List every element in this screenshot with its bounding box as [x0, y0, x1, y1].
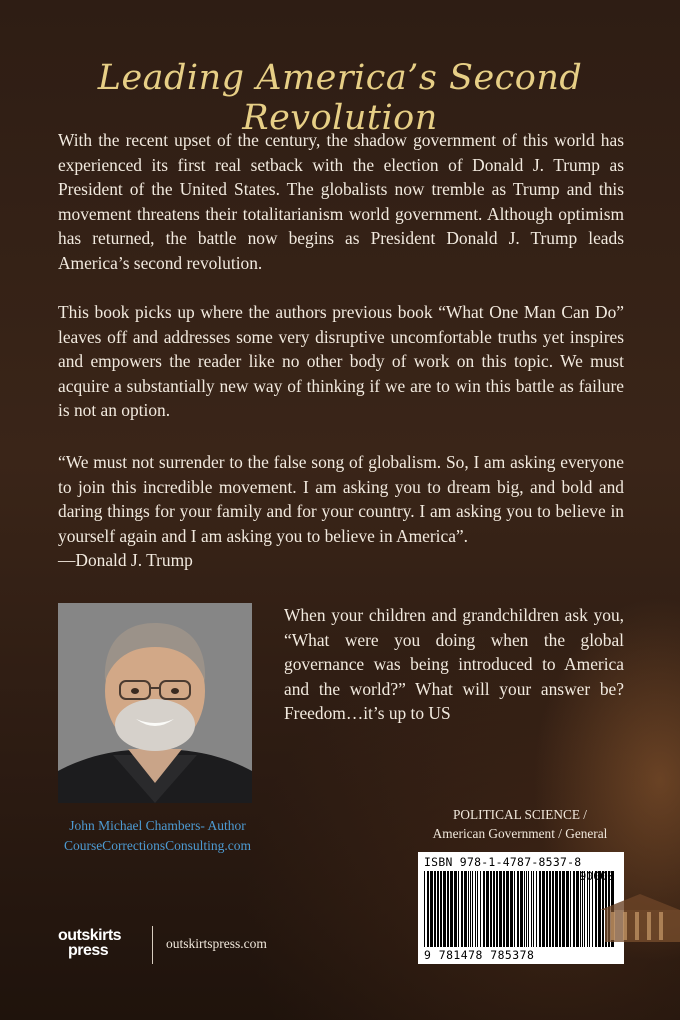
- barcode-bar: [589, 871, 590, 947]
- barcode-bar: [546, 871, 548, 947]
- barcode-bar: [533, 871, 534, 947]
- publisher-website-link[interactable]: outskirtspress.com: [166, 936, 267, 951]
- barcode-bar: [475, 871, 476, 947]
- publisher-block: [58, 926, 298, 966]
- barcode-bar: [587, 871, 588, 947]
- barcode-bar: [427, 871, 429, 947]
- barcode-bar: [447, 871, 449, 947]
- barcode-bar: [483, 871, 485, 947]
- barcode-bar: [480, 871, 481, 947]
- barcode-bar: [573, 871, 575, 947]
- author-portrait-illustration: [58, 603, 252, 803]
- barcode-bar: [472, 871, 473, 947]
- barcode-bar: [434, 871, 436, 947]
- barcode-bar: [486, 871, 489, 947]
- barcode-bar: [468, 871, 469, 947]
- barcode-bar: [496, 871, 498, 947]
- barcode-bar: [443, 871, 446, 947]
- barcode-bar: [570, 871, 571, 947]
- barcode-bar: [490, 871, 492, 947]
- barcode-bar: [503, 871, 505, 947]
- publisher-logo[interactable]: [58, 928, 121, 958]
- intro-paragraph: With the recent upset of the century, the shadow government of this world has experienced its first real setback with the election of Donald J. Trump as President of the United States. The globalists now tremble as Trump and this movement threatens their totalitarianism world government. Although optimism has returned, the battle now begins as President Donald J. Trump leads America’s second revolution.: [58, 130, 624, 273]
- isbn-label: ISBN 978-1-4787-8537-8: [424, 855, 582, 869]
- publisher-divider: [152, 926, 153, 964]
- author-website-link[interactable]: CourseCorrectionsConsulting.com: [63, 838, 252, 853]
- isbn-barcode: [418, 852, 624, 964]
- publisher-logo-line-1: outskirts: [58, 927, 122, 944]
- barcode-bar: [549, 871, 551, 947]
- barcode-bar: [464, 871, 467, 947]
- barcode-bar: [562, 871, 565, 947]
- barcode-bar: [520, 871, 523, 947]
- barcode-bar: [576, 871, 579, 947]
- barcode-bar: [536, 871, 537, 947]
- barcode-bar: [510, 871, 513, 947]
- book-description-paragraph: This book picks up where the authors previous book “What One Man Can Do” leaves off and addresses some very disruptive uncomfortable truths yet inspires and empowers the reader like no other body of work on this topic. We must acquire a substantially new way of thinking if we are to win this battle as failure is not an option.: [58, 302, 624, 421]
- barcode-bar: [450, 871, 453, 947]
- author-photo: [58, 603, 252, 803]
- quote-text: “We must not surrender to the false song of globalism. So, I am asking everyone to join this incredible movement. I am asking you to dream big, and bold and daring things for your family and for your country. I am asking you to believe in yourself again and I am asking you to believe in America”.: [58, 452, 624, 546]
- author-caption: [20, 816, 295, 856]
- barcode-bar: [580, 871, 581, 947]
- barcode-bar: [555, 871, 558, 947]
- barcode-bar: [559, 871, 561, 947]
- barcode-bar: [424, 871, 425, 947]
- barcode-bar: [454, 871, 457, 947]
- cover-title: Leading America’s Second Revolution: [97, 58, 583, 138]
- barcode-bars: [424, 871, 618, 947]
- barcode-bar: [458, 871, 459, 947]
- author-name: John Michael Chambers- Author: [69, 818, 246, 833]
- isbn-digits: 9 781478 785378: [424, 948, 535, 962]
- barcode-bar: [493, 871, 495, 947]
- barcode-bar: [528, 871, 529, 947]
- barcode-bar: [430, 871, 433, 947]
- barcode-bar: [584, 871, 585, 947]
- barcode-bar: [552, 871, 554, 947]
- barcode-bar: [524, 871, 525, 947]
- barcode-bar: [539, 871, 541, 947]
- quote-attribution: —Donald J. Trump: [58, 550, 193, 571]
- category-line-1: POLITICAL SCIENCE /: [453, 807, 587, 822]
- barcode-bar: [526, 871, 527, 947]
- barcode-bar: [499, 871, 502, 947]
- barcode-bar: [517, 871, 519, 947]
- barcode-bar: [531, 871, 532, 947]
- barcode-bar: [542, 871, 545, 947]
- closing-paragraph: When your children and grandchildren ask you, “What were you doing when the global governance was being introduced to America and the world?” What will your answer be? Freedom…it’s up to US: [284, 605, 624, 724]
- barcode-bar: [437, 871, 439, 947]
- barcode-bar: [514, 871, 515, 947]
- barcode-bar: [506, 871, 509, 947]
- book-category: [418, 805, 622, 843]
- barcode-bar: [477, 871, 478, 947]
- barcode-bar: [582, 871, 583, 947]
- barcode-bar: [440, 871, 442, 947]
- barcode-bar: [592, 871, 593, 947]
- barcode-bar: [566, 871, 569, 947]
- barcode-bar: [470, 871, 471, 947]
- publisher-logo-line-2: press: [68, 942, 109, 959]
- barcode-bar: [461, 871, 463, 947]
- category-line-2: American Government / General: [432, 826, 608, 841]
- trump-quote: [58, 450, 624, 573]
- capitol-building-silhouette: [595, 892, 680, 942]
